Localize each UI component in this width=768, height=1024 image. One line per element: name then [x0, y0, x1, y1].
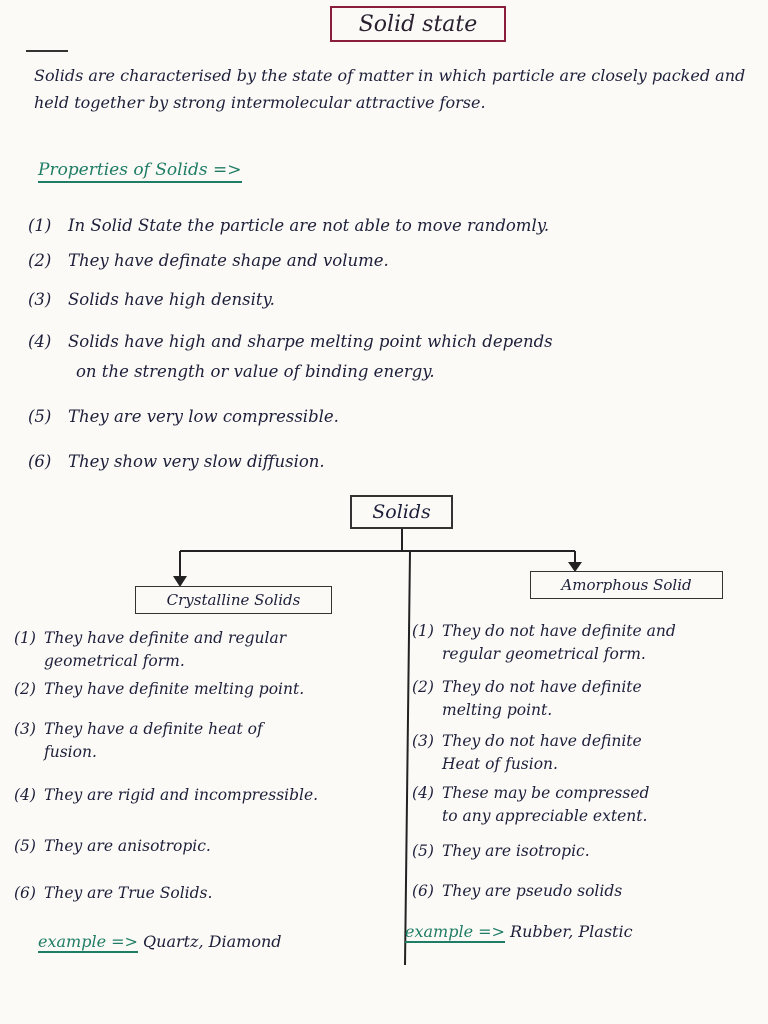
example-text: Rubber, Plastic [510, 922, 633, 941]
crystalline-item [14, 627, 404, 673]
item-text-continued: Heat of fusion. [442, 755, 558, 773]
item-number: (5) [14, 837, 36, 855]
example-label: example => [405, 922, 505, 941]
item-text-continued: to any appreciable extent. [442, 807, 648, 825]
property-text-continued: on the strength or value of binding energy. [76, 362, 435, 381]
item-text: They have a definite heat of [44, 720, 263, 738]
item-number: (2) [412, 678, 434, 696]
crystalline-item [14, 882, 404, 905]
item-text-continued: geometrical form. [44, 652, 185, 670]
crystalline-solids-label: Crystalline Solids [135, 586, 332, 614]
item-number: (5) [412, 842, 434, 860]
item-text: They do not have definite [442, 678, 642, 696]
property-number: (4) [28, 332, 52, 351]
item-number: (6) [412, 882, 434, 900]
amorphous-item [412, 620, 762, 666]
amorphous-item [412, 782, 762, 828]
item-text: They do not have definite and [442, 622, 676, 640]
crystalline-item [14, 784, 410, 807]
example-text: Quartz, Diamond [143, 932, 282, 951]
item-number: (3) [14, 720, 36, 738]
property-text: They show very slow diffusion. [68, 452, 325, 471]
amorphous-item [412, 730, 762, 776]
item-text: They are isotropic. [442, 842, 590, 860]
property-number: (5) [28, 407, 52, 426]
crystalline-item [14, 678, 404, 701]
crystalline-item [14, 718, 404, 764]
example-label: example => [38, 932, 138, 951]
item-text-continued: melting point. [442, 701, 553, 719]
item-number: (4) [412, 784, 434, 802]
item-text-continued: fusion. [44, 743, 97, 761]
item-number: (3) [412, 732, 434, 750]
item-text: They are pseudo solids [442, 882, 623, 900]
property-number: (3) [28, 290, 52, 309]
item-text: They do not have definite [442, 732, 642, 750]
property-text: Solids have high and sharpe melting point which depends [68, 332, 553, 351]
crystalline-item [14, 835, 404, 858]
page-title: Solid state [330, 6, 506, 42]
item-text: They are anisotropic. [44, 837, 211, 855]
item-number: (4) [14, 786, 36, 804]
tree-root-solids: Solids [350, 495, 453, 529]
item-number: (1) [14, 629, 36, 647]
property-number: (6) [28, 452, 52, 471]
amorphous-item [412, 880, 762, 903]
amorphous-example [405, 922, 633, 941]
item-text: They have definite melting point. [44, 680, 305, 698]
item-text: These may be compressed [442, 784, 650, 802]
properties-heading: Properties of Solids => [38, 160, 242, 183]
property-text: They are very low compressible. [68, 407, 339, 426]
amorphous-item [412, 840, 762, 863]
property-number: (2) [28, 251, 52, 270]
column-divider-line [405, 551, 410, 965]
property-text: In Solid State the particle are not able to move randomly. [68, 216, 550, 235]
property-number: (1) [28, 216, 52, 235]
property-text: They have definate shape and volume. [68, 251, 389, 270]
crystalline-example [38, 932, 282, 951]
intro-paragraph: Solids are characterised by the state of matter in which particle are closely packed and held together by strong intermolecular attractive forse. [34, 66, 746, 112]
item-number: (1) [412, 622, 434, 640]
item-number: (6) [14, 884, 36, 902]
property-text: Solids have high density. [68, 290, 275, 309]
amorphous-item [412, 676, 762, 722]
item-number: (2) [14, 680, 36, 698]
item-text: They are True Solids. [44, 884, 213, 902]
item-text: They are rigid and incompressible. [44, 786, 319, 804]
item-text-continued: regular geometrical form. [442, 645, 646, 663]
amorphous-solid-label: Amorphous Solid [530, 571, 723, 599]
item-text: They have definite and regular [44, 629, 287, 647]
